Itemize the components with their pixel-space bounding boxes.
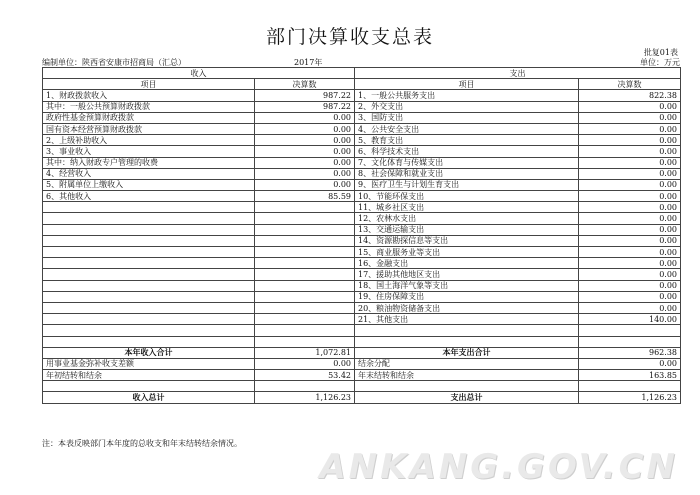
income-amount-cell: 1,072.81 [255,347,355,358]
expense-amount-cell: 0.00 [579,179,681,190]
expense-item-cell: 5、教育支出 [355,135,579,146]
expense-item-cell: 支出总计 [355,392,579,403]
table-row [43,168,681,179]
income-amount-cell: 0.00 [255,135,355,146]
income-item-cell [43,235,255,246]
expense-amount-header: 决算数 [579,79,681,90]
income-item-cell: 用事业基金弥补收支差额 [43,358,255,369]
expense-amount-cell: 163.85 [579,370,681,381]
income-amount-header: 决算数 [255,79,355,90]
table-row [43,370,681,381]
footnote: 注：本表反映部门本年度的总收支和年末结转结余情况。 [42,439,242,448]
table-row [43,314,681,325]
expense-amount-cell: 962.38 [579,347,681,358]
expense-item-cell: 本年支出合计 [355,347,579,358]
income-item-cell: 1、财政拨款收入 [43,90,255,101]
org-label: 编制单位：陕西省安康市招商局（汇总） [42,58,186,67]
expense-amount-cell: 0.00 [579,123,681,134]
expense-amount-cell: 0.00 [579,235,681,246]
income-item-cell [43,280,255,291]
income-item-cell [43,336,255,347]
table-row [43,123,681,134]
table-row [43,269,681,280]
income-amount-cell [255,224,355,235]
total-row [43,347,681,358]
income-amount-cell: 0.00 [255,179,355,190]
income-amount-cell [255,258,355,269]
expense-item-cell: 10、节能环保支出 [355,191,579,202]
income-amount-cell: 0.00 [255,358,355,369]
income-amount-cell [255,269,355,280]
table-row [43,135,681,146]
expense-amount-cell: 0.00 [579,202,681,213]
income-amount-cell: 0.00 [255,123,355,134]
expense-amount-cell: 0.00 [579,247,681,258]
expense-amount-cell: 0.00 [579,269,681,280]
income-amount-cell: 85.59 [255,191,355,202]
income-item-cell [43,224,255,235]
income-amount-cell [255,336,355,347]
column-header-row [43,79,681,90]
table-row [43,146,681,157]
income-item-cell: 3、事业收入 [43,146,255,157]
table-row [43,247,681,258]
income-item-cell [43,314,255,325]
expense-item-cell: 3、国防支出 [355,112,579,123]
income-amount-cell [255,314,355,325]
table-row [43,302,681,313]
table-row [43,213,681,224]
income-item-cell: 国有资本经营预算财政拨款 [43,123,255,134]
income-amount-cell: 0.00 [255,168,355,179]
expense-amount-cell [579,381,681,392]
table-row [43,112,681,123]
income-item-cell: 收入总计 [43,392,255,403]
income-item-cell: 年初结转和结余 [43,370,255,381]
table-row [43,381,681,392]
income-item-cell: 4、经营收入 [43,168,255,179]
income-item-cell [43,291,255,302]
income-amount-cell: 1,126.23 [255,392,355,403]
income-item-cell [43,247,255,258]
page-title: 部门决算收支总表 [265,26,434,48]
income-item-cell: 本年收入合计 [43,347,255,358]
table-row [43,157,681,168]
expense-item-cell: 1、一般公共服务支出 [355,90,579,101]
expense-item-cell: 6、科学技术支出 [355,146,579,157]
expense-item-cell: 14、资源勘探信息等支出 [355,235,579,246]
expense-item-cell [355,381,579,392]
table-row [43,258,681,269]
income-amount-cell: 0.00 [255,146,355,157]
income-header: 收入 [43,68,355,79]
income-amount-cell [255,213,355,224]
income-item-cell [43,381,255,392]
table-row [43,202,681,213]
watermark: ANKANG.GOV.CN [319,447,678,487]
section-header-row [43,68,681,79]
expense-amount-cell: 1,126.23 [579,392,681,403]
expense-item-cell: 结余分配 [355,358,579,369]
expense-header: 支出 [355,68,681,79]
income-amount-cell [255,381,355,392]
expense-item-cell: 16、金融支出 [355,258,579,269]
expense-amount-cell: 0.00 [579,302,681,313]
table-row [43,179,681,190]
budget-table [42,67,681,404]
expense-item-cell: 4、公共安全支出 [355,123,579,134]
table-row [43,325,681,336]
table-row [43,90,681,101]
income-amount-cell [255,235,355,246]
expense-amount-cell [579,325,681,336]
expense-amount-cell: 0.00 [579,168,681,179]
expense-amount-cell: 0.00 [579,358,681,369]
expense-item-cell: 年末结转和结余 [355,370,579,381]
expense-item-cell: 19、住房保障支出 [355,291,579,302]
expense-item-cell: 9、医疗卫生与计划生育支出 [355,179,579,190]
expense-item-cell [355,325,579,336]
income-item-cell [43,269,255,280]
total-row [43,392,681,403]
expense-item-cell: 12、农林水支出 [355,213,579,224]
table-row [43,235,681,246]
expense-item-cell: 8、社会保障和就业支出 [355,168,579,179]
income-item-cell [43,325,255,336]
expense-amount-cell: 0.00 [579,213,681,224]
table-row [43,336,681,347]
expense-item-cell: 21、其他支出 [355,314,579,325]
expense-amount-cell: 0.00 [579,101,681,112]
income-item-cell: 5、附属单位上缴收入 [43,179,255,190]
income-item-cell: 政府性基金预算财政拨款 [43,112,255,123]
income-item-cell [43,202,255,213]
expense-amount-cell: 0.00 [579,135,681,146]
income-amount-cell [255,247,355,258]
expense-amount-cell: 0.00 [579,258,681,269]
expense-amount-cell: 0.00 [579,280,681,291]
income-item-cell [43,258,255,269]
table-row [43,191,681,202]
income-amount-cell: 987.22 [255,101,355,112]
income-amount-cell: 0.00 [255,157,355,168]
income-amount-cell [255,302,355,313]
income-amount-cell [255,325,355,336]
table-row [43,358,681,369]
income-item-cell: 其中：纳入财政专户管理的收费 [43,157,255,168]
table-row [43,224,681,235]
expense-item-cell: 18、国土海洋气象等支出 [355,280,579,291]
income-amount-cell [255,280,355,291]
expense-amount-cell: 822.38 [579,90,681,101]
income-item-cell: 2、上级补助收入 [43,135,255,146]
expense-item-header: 项目 [355,79,579,90]
income-item-cell: 其中：一般公共预算财政拨款 [43,101,255,112]
expense-amount-cell: 140.00 [579,314,681,325]
expense-amount-cell: 0.00 [579,112,681,123]
income-amount-cell [255,202,355,213]
expense-item-cell: 13、交通运输支出 [355,224,579,235]
table-row [43,291,681,302]
year-label: 2017年 [294,58,323,67]
income-amount-cell: 0.00 [255,112,355,123]
income-amount-cell [255,291,355,302]
expense-item-cell: 17、援助其他地区支出 [355,269,579,280]
expense-item-cell: 7、文化体育与传媒支出 [355,157,579,168]
expense-amount-cell: 0.00 [579,291,681,302]
expense-item-cell [355,336,579,347]
expense-item-cell: 20、粮油物资储备支出 [355,302,579,313]
expense-amount-cell: 0.00 [579,191,681,202]
expense-amount-cell: 0.00 [579,157,681,168]
income-amount-cell: 987.22 [255,90,355,101]
income-item-cell [43,302,255,313]
unit-label: 单位：万元 [640,58,680,67]
income-item-cell [43,213,255,224]
expense-amount-cell [579,336,681,347]
expense-amount-cell: 0.00 [579,146,681,157]
expense-item-cell: 15、商业服务业等支出 [355,247,579,258]
table-row [43,101,681,112]
income-item-cell: 6、其他收入 [43,191,255,202]
form-code: 批复01表 [643,48,678,57]
income-amount-cell: 53.42 [255,370,355,381]
expense-item-cell: 2、外交支出 [355,101,579,112]
table-row [43,280,681,291]
expense-amount-cell: 0.00 [579,224,681,235]
expense-item-cell: 11、城乡社区支出 [355,202,579,213]
income-item-header: 项目 [43,79,255,90]
